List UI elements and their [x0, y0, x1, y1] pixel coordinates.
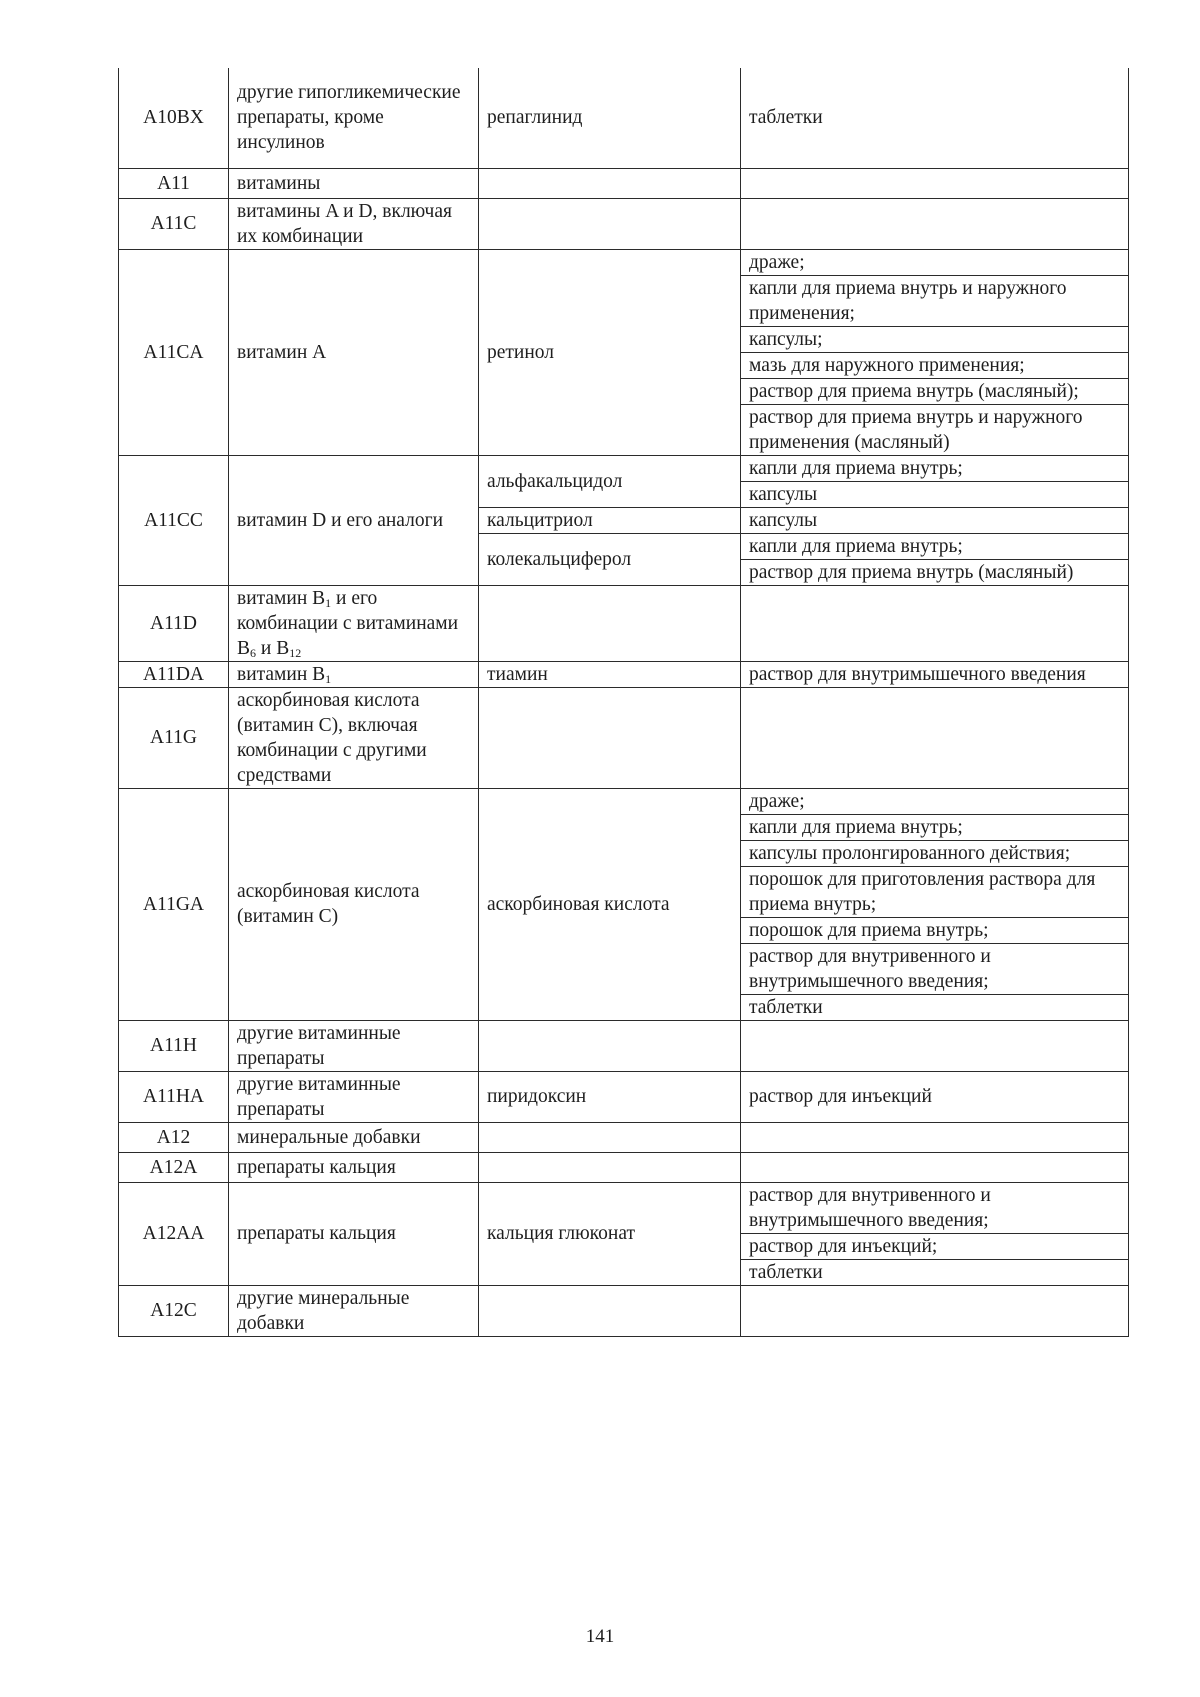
atc-code-cell: A11G: [119, 687, 229, 788]
table-row: [119, 1285, 1129, 1336]
atc-code-cell: A12: [119, 1122, 229, 1152]
substance-cell: кальция глюконат: [479, 1182, 741, 1285]
dosage-form-cell: капли для приема внутрь;: [741, 533, 1129, 559]
atc-code-cell: A11D: [119, 585, 229, 661]
dosage-form-cell: раствор для приема внутрь и наружного применения (масляный): [741, 404, 1129, 455]
dosage-form-cell: раствор для инъекций: [741, 1071, 1129, 1122]
substance-cell: [479, 1152, 741, 1182]
atc-code-cell: A11DA: [119, 661, 229, 687]
table-row: [119, 1020, 1129, 1071]
atc-group-cell: витамины A и D, включая их комбинации: [229, 198, 479, 249]
substance-cell: [479, 1020, 741, 1071]
substance-cell: альфакальцидол: [479, 455, 741, 507]
dosage-form-cell: таблетки: [741, 1259, 1129, 1285]
substance-cell: [479, 585, 741, 661]
subscript: 6: [250, 645, 257, 660]
atc-group-cell: минеральные добавки: [229, 1122, 479, 1152]
dosage-form-cell: капсулы: [741, 481, 1129, 507]
atc-code-cell: A11H: [119, 1020, 229, 1071]
subscript: 1: [325, 671, 332, 686]
substance-cell: пиридоксин: [479, 1071, 741, 1122]
atc-group-cell: аскорбиновая кислота (витамин C): [229, 788, 479, 1020]
dosage-form-cell: мазь для наружного применения;: [741, 352, 1129, 378]
atc-code-cell: A11CA: [119, 249, 229, 455]
table-row: [119, 198, 1129, 249]
dosage-form-cell: таблетки: [741, 68, 1129, 168]
group-text-part: и его комбинации с витаминами B: [237, 587, 459, 659]
dosage-form-cell: [741, 1285, 1129, 1336]
dosage-form-cell: [741, 1152, 1129, 1182]
dosage-form-cell: [741, 585, 1129, 661]
dosage-form-cell: раствор для приема внутрь (масляный): [741, 559, 1129, 585]
atc-code-cell: A11C: [119, 198, 229, 249]
substance-cell: колекальциферол: [479, 533, 741, 585]
atc-code-cell: A11HA: [119, 1071, 229, 1122]
substance-cell: ретинол: [479, 249, 741, 455]
dosage-form-cell: капсулы пролонгированного действия;: [741, 840, 1129, 866]
group-text-part: и B: [256, 637, 290, 659]
table-row: [119, 661, 1129, 687]
subscript: 1: [325, 595, 332, 610]
atc-group-cell: [229, 585, 479, 661]
substance-cell: репаглинид: [479, 68, 741, 168]
atc-group-cell: другие витаминные препараты: [229, 1071, 479, 1122]
atc-code-cell: A12A: [119, 1152, 229, 1182]
dosage-form-cell: таблетки: [741, 994, 1129, 1020]
group-text-part: витамин B: [237, 587, 326, 609]
dosage-form-cell: порошок для приема внутрь;: [741, 917, 1129, 943]
dosage-form-cell: раствор для инъекций;: [741, 1233, 1129, 1259]
substance-cell: аскорбиновая кислота: [479, 788, 741, 1020]
page-number: 141: [585, 1626, 615, 1647]
substance-cell: [479, 168, 741, 198]
atc-code-cell: A11CC: [119, 455, 229, 585]
group-text-part: витамин B: [237, 663, 326, 685]
atc-code-cell: A12C: [119, 1285, 229, 1336]
atc-group-cell: другие витаминные препараты: [229, 1020, 479, 1071]
dosage-form-cell: капсулы: [741, 507, 1129, 533]
table-row: [119, 585, 1129, 661]
dosage-form-cell: капли для приема внутрь;: [741, 814, 1129, 840]
dosage-form-cell: [741, 198, 1129, 249]
table-row: [119, 687, 1129, 788]
dosage-form-cell: [741, 687, 1129, 788]
table-row: [119, 1152, 1129, 1182]
atc-code-cell: A11: [119, 168, 229, 198]
atc-code-cell: A10BX: [119, 68, 229, 168]
dosage-form-cell: раствор для приема внутрь (масляный);: [741, 378, 1129, 404]
atc-group-cell: [229, 661, 479, 687]
dosage-form-cell: капли для приема внутрь и наружного применения;: [741, 275, 1129, 326]
atc-group-cell: витамин D и его аналоги: [229, 455, 479, 585]
substance-cell: [479, 198, 741, 249]
atc-group-cell: препараты кальция: [229, 1182, 479, 1285]
substance-cell: [479, 1122, 741, 1152]
table-row: [119, 249, 1129, 275]
dosage-form-cell: раствор для внутривенного и внутримышечного введения;: [741, 943, 1129, 994]
atc-group-cell: витамины: [229, 168, 479, 198]
dosage-form-cell: драже;: [741, 249, 1129, 275]
atc-code-cell: A12AA: [119, 1182, 229, 1285]
atc-group-cell: другие гипогликемические препараты, кроме инсулинов: [229, 68, 479, 168]
dosage-form-cell: капли для приема внутрь;: [741, 455, 1129, 481]
table-row: [119, 1122, 1129, 1152]
dosage-form-cell: раствор для внутримышечного введения: [741, 661, 1129, 687]
atc-group-cell: другие минеральные добавки: [229, 1285, 479, 1336]
dosage-form-cell: [741, 1122, 1129, 1152]
dosage-form-cell: драже;: [741, 788, 1129, 814]
atc-group-cell: витамин A: [229, 249, 479, 455]
substance-cell: [479, 687, 741, 788]
atc-code-cell: A11GA: [119, 788, 229, 1020]
dosage-form-cell: [741, 1020, 1129, 1071]
subscript: 12: [289, 645, 302, 660]
table-row: [119, 1071, 1129, 1122]
dosage-form-cell: [741, 168, 1129, 198]
table-row: [119, 168, 1129, 198]
table-row: [119, 788, 1129, 814]
table-row: [119, 1182, 1129, 1233]
drug-classification-table: [118, 68, 1129, 1337]
substance-cell: [479, 1285, 741, 1336]
atc-group-cell: аскорбиновая кислота (витамин C), включая комбинации с другими средствами: [229, 687, 479, 788]
dosage-form-cell: раствор для внутривенного и внутримышечного введения;: [741, 1182, 1129, 1233]
atc-group-cell: препараты кальция: [229, 1152, 479, 1182]
substance-cell: кальцитриол: [479, 507, 741, 533]
dosage-form-cell: порошок для приготовления раствора для приема внутрь;: [741, 866, 1129, 917]
substance-cell: тиамин: [479, 661, 741, 687]
table-row: [119, 455, 1129, 481]
dosage-form-cell: капсулы;: [741, 326, 1129, 352]
table-row: [119, 68, 1129, 168]
